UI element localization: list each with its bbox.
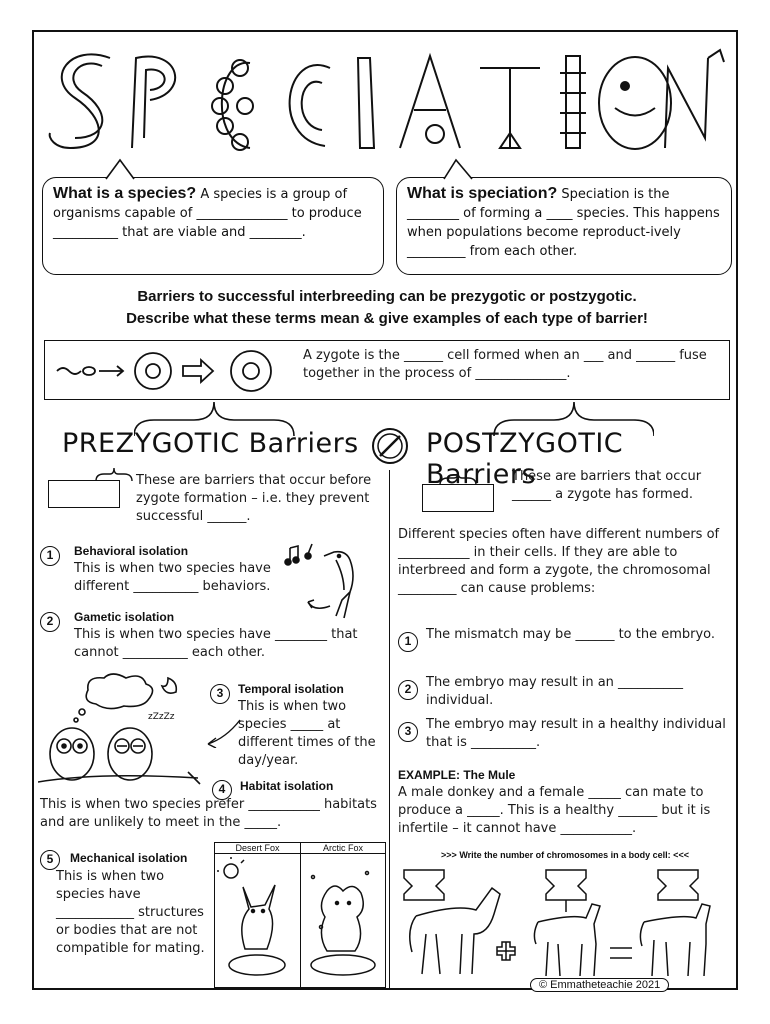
prezygotic-title: PREZYGOTIC Barriers bbox=[62, 428, 359, 459]
title-art bbox=[40, 38, 730, 158]
temporal-text: This is when two species _____ at different times of the day/year. bbox=[238, 699, 376, 768]
column-divider bbox=[389, 470, 390, 988]
speciation-question-box bbox=[396, 177, 732, 275]
habitat-text: This is when two species prefer ___________ habitats and are unlikely to meet in the _____. bbox=[40, 797, 377, 830]
zygote-text: A zygote is the ______ cell formed when an ___ and ______ fuse together in the process of ______________. bbox=[303, 348, 707, 381]
example-title: EXAMPLE: The Mule bbox=[398, 768, 516, 782]
behavioral-heading: Behavioral isolation bbox=[74, 544, 189, 558]
snore-text: zZzZz bbox=[148, 712, 175, 722]
worksheet bbox=[32, 30, 738, 990]
number-1: 1 bbox=[40, 546, 60, 566]
owls-icon bbox=[38, 672, 208, 790]
post-item-2: The embryo may result in an __________ individual. bbox=[426, 675, 684, 708]
number-3: 3 bbox=[210, 684, 230, 704]
postzygotic-answer-box[interactable] bbox=[422, 484, 494, 512]
number-1: 1 bbox=[398, 632, 418, 652]
bubble-pointer bbox=[104, 158, 144, 180]
habitat-heading: Habitat isolation bbox=[240, 779, 334, 793]
instructions-line-1: Barriers to successful interbreeding can be prezygotic or postzygotic. bbox=[137, 288, 637, 305]
behavioral-text: This is when two species have different __________ behaviors. bbox=[74, 561, 271, 594]
bird-icon bbox=[284, 536, 384, 620]
box-brace bbox=[438, 472, 478, 486]
postzygotic-paragraph: Different species often have different numbers of ___________ in their cells. If they are able to interbreed and form a zygote, the chromosomal _________ can cause problems: bbox=[398, 527, 720, 596]
prezygotic-answer-box[interactable] bbox=[48, 480, 120, 508]
fox-panels bbox=[214, 842, 386, 988]
species-question: What is a species? bbox=[53, 185, 197, 202]
postzygotic-title: POSTZYGOTIC Barriers bbox=[426, 428, 624, 490]
gametic-text: This is when two species have ________ that cannot __________ each other. bbox=[74, 627, 358, 660]
prezygotic-intro: These are barriers that occur before zygote formation – i.e. they prevent successful ______. bbox=[136, 473, 372, 524]
species-question-box bbox=[42, 177, 384, 275]
example-text: A male donkey and a female _____ can mate to produce a _____. This is a healthy ______ but it is infertile – it cannot have ___________. bbox=[398, 785, 711, 836]
speciation-answer-text: Speciation is the ________ of forming a ____ species. This happens when populations become reproduct-ively _________ from each other. bbox=[407, 187, 720, 259]
mechanical-text: This is when two species have ____________ structures or bodies that are not compatible for mating. bbox=[56, 869, 205, 956]
copyright: © Emmatheteachie 2021 bbox=[530, 978, 669, 992]
arctic-fox-label: Arctic Fox bbox=[301, 843, 385, 854]
number-3: 3 bbox=[398, 722, 418, 742]
box-brace bbox=[94, 468, 134, 482]
postzygotic-intro: These are barriers that occur ______ a zygote has formed. bbox=[512, 469, 702, 502]
fertilization-icon bbox=[53, 347, 283, 395]
zygote-box bbox=[44, 340, 730, 400]
prohibited-icon bbox=[370, 426, 410, 466]
temporal-heading: Temporal isolation bbox=[238, 682, 344, 696]
instructions-line-2: Describe what these terms mean & give examples of each type of barrier! bbox=[126, 310, 648, 327]
post-item-3: The embryo may result in a healthy individual that is __________. bbox=[426, 717, 726, 750]
post-item-1: The mismatch may be ______ to the embryo. bbox=[426, 627, 716, 642]
chromosome-note: >>> Write the number of chromosomes in a body cell: <<< bbox=[441, 850, 689, 860]
desert-fox-label: Desert Fox bbox=[215, 843, 300, 854]
gametic-heading: Gametic isolation bbox=[74, 610, 175, 624]
instructions bbox=[34, 286, 740, 330]
species-answer-text: A species is a group of organisms capable of ______________ to produce __________ that are viable and ________. bbox=[53, 187, 362, 240]
number-2: 2 bbox=[40, 612, 60, 632]
speciation-question: What is speciation? bbox=[407, 185, 558, 202]
mechanical-heading: Mechanical isolation bbox=[70, 851, 188, 865]
number-2: 2 bbox=[398, 680, 418, 700]
mule-equation-icon bbox=[396, 864, 736, 984]
arrow-icon bbox=[206, 718, 242, 748]
number-4: 4 bbox=[212, 780, 232, 800]
page-title bbox=[34, 32, 35, 33]
number-5: 5 bbox=[40, 850, 60, 870]
foxes-icon bbox=[217, 857, 383, 987]
bubble-pointer bbox=[442, 158, 482, 180]
